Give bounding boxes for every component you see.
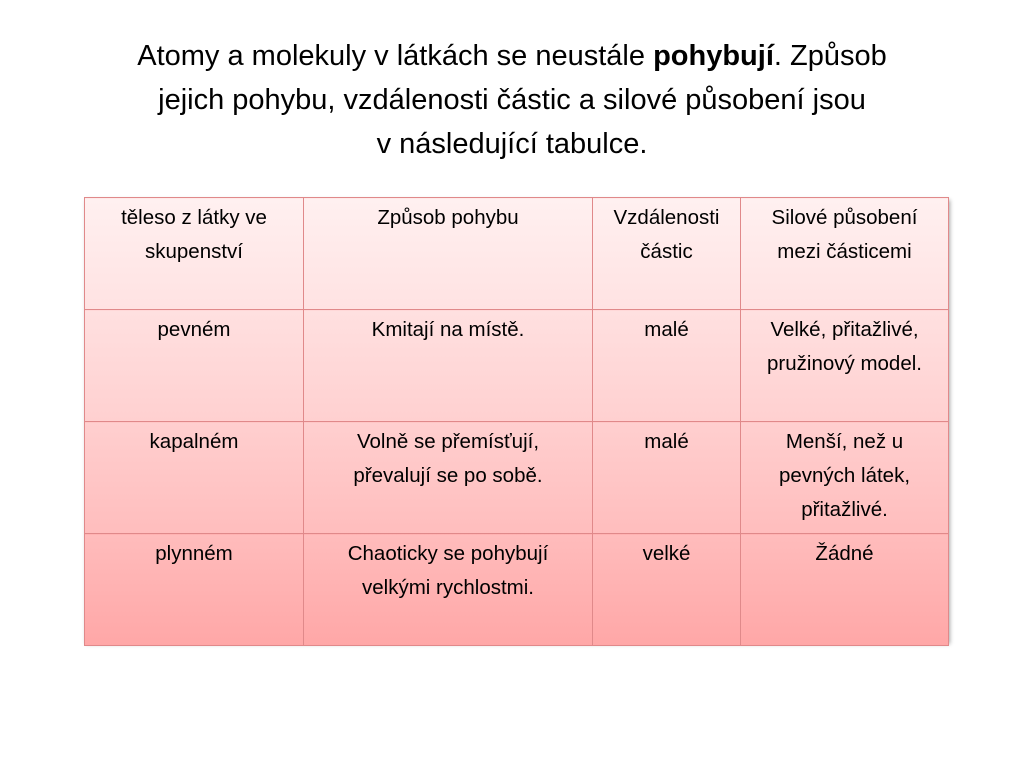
header-cell: [304, 198, 593, 310]
title-line-1: [80, 34, 944, 78]
cell-text-line: pružinový model.: [767, 352, 922, 375]
table-cell: [593, 310, 741, 422]
states-of-matter-table: [84, 197, 948, 641]
cell-text-line: plynném: [155, 542, 233, 565]
table-cell: [741, 534, 949, 646]
cell-text-line: skupenství: [145, 240, 243, 263]
cell-text-line: částic: [640, 240, 693, 263]
table-row: [85, 422, 949, 534]
cell-text-line: malé: [644, 430, 689, 453]
cell-text-line: těleso z látky ve: [121, 206, 267, 229]
cell-text-line: Žádné: [815, 542, 874, 565]
cell-text-line: Chaoticky se pohybují: [347, 542, 549, 565]
table-cell: [593, 422, 741, 534]
cell-text-line: mezi částicemi: [777, 240, 912, 263]
title-text-2: . Způsob: [773, 40, 887, 72]
table-cell: [741, 310, 949, 422]
slide-title: [80, 34, 944, 166]
title-text-1: Atomy a molekuly v látkách se neustále: [137, 40, 654, 72]
table-cell: [85, 534, 304, 646]
header-cell: [85, 198, 304, 310]
cell-text-line: velké: [642, 542, 691, 565]
table-cell: [593, 534, 741, 646]
cell-text-line: pevných látek,: [778, 464, 911, 487]
table-cell: [85, 422, 304, 534]
cell-text-line: Velké, přitažlivé,: [770, 318, 919, 341]
table-row: [85, 534, 949, 646]
cell-text-line: Kmitají na místě.: [371, 318, 525, 341]
cell-text-line: velkými rychlostmi.: [362, 576, 534, 599]
title-line-3: v následující tabulce.: [376, 128, 648, 160]
table-cell: [304, 422, 593, 534]
table-header-row: [85, 198, 949, 310]
title-line-2: jejich pohybu, vzdálenosti částic a silové působení jsou: [158, 84, 866, 116]
cell-text-line: přitažlivé.: [801, 498, 888, 521]
header-cell: [593, 198, 741, 310]
table-cell: [741, 422, 949, 534]
table-cell: [85, 310, 304, 422]
cell-text-line: Menší, než u: [785, 430, 904, 453]
cell-text-line: kapalném: [149, 430, 239, 453]
cell-text-line: Způsob pohybu: [377, 206, 519, 229]
table-row: [85, 310, 949, 422]
cell-text-line: Silové působení: [771, 206, 918, 229]
table-cell: [304, 310, 593, 422]
cell-text-line: pevném: [157, 318, 231, 341]
cell-text-line: převalují se po sobě.: [353, 464, 543, 487]
table-cell: [304, 534, 593, 646]
cell-text-line: malé: [644, 318, 689, 341]
cell-text-line: Vzdálenosti: [613, 206, 720, 229]
header-cell: [741, 198, 949, 310]
cell-text-line: Volně se přemísťují,: [356, 430, 540, 453]
title-bold-word: pohybují: [653, 40, 774, 72]
